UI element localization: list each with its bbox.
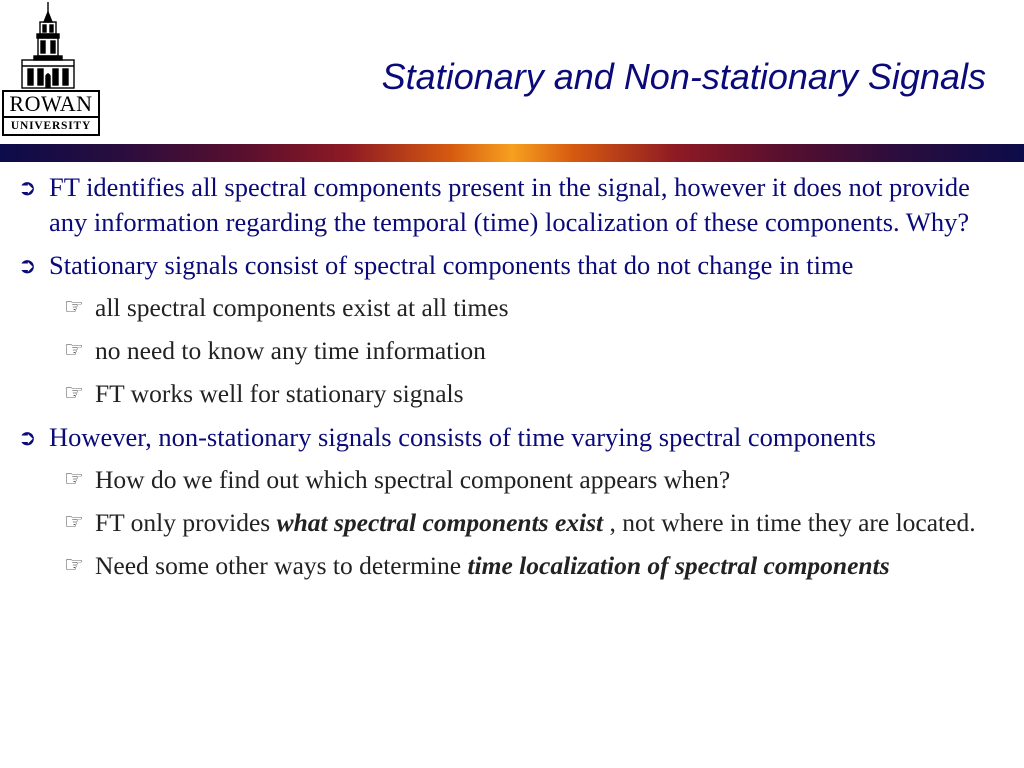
slide-title: Stationary and Non-stationary Signals [381,56,986,97]
sub-bullet-item [0,334,1024,368]
bullet-text: FT identifies all spectral components present in the signal, however it does not provide any information regarding the temporal (time) localization of these components. Why? [49,172,970,237]
bullet-item [0,170,1024,240]
pointing-hand-icon: ☞ [64,553,84,578]
title-divider-bar [0,144,1024,162]
bullet-text: Stationary signals consist of spectral components that do not change in time [49,250,854,280]
pointing-hand-icon: ☞ [64,338,84,363]
arrow-circle-icon: ➲ [18,254,37,279]
pointing-hand-icon: ☞ [64,381,84,406]
pointing-hand-icon: ☞ [64,467,84,492]
sub-bullet-text-after: , not where in time they are located. [603,508,976,537]
pointing-hand-icon: ☞ [64,510,84,535]
sub-bullet-text: all spectral components exist at all times [95,293,509,322]
bullet-item [0,420,1024,455]
sub-bullet-emphasis: what spectral components exist [276,508,604,537]
sub-bullet-item [0,549,1024,583]
sub-bullet-text: no need to know any time information [95,336,486,365]
bullet-item [0,248,1024,283]
logo-university-text: UNIVERSITY [10,120,92,132]
logo-rowan-text: ROWAN [4,92,98,118]
sub-bullet-item [0,506,1024,540]
sub-bullet-item [0,463,1024,497]
sub-bullet-text: How do we find out which spectral component appears when? [95,465,731,494]
sub-bullet-text: FT works well for stationary signals [95,379,464,408]
bullet-text: However, non-stationary signals consists of time varying spectral components [49,422,876,452]
arrow-circle-icon: ➲ [18,426,37,451]
sub-bullet-emphasis: time localization of spectral components [467,551,890,580]
rowan-university-logo [0,0,104,150]
sub-bullet-text-before: Need some other ways to determine [95,551,468,580]
sub-bullet-item [0,291,1024,325]
logo-wordmark [2,90,100,136]
sub-bullet-item [0,377,1024,411]
slide-body [0,170,1024,592]
arrow-circle-icon: ➲ [18,176,37,201]
pointing-hand-icon: ☞ [64,295,84,320]
tower-icon [0,0,104,92]
sub-bullet-text-before: FT only provides [95,508,277,537]
